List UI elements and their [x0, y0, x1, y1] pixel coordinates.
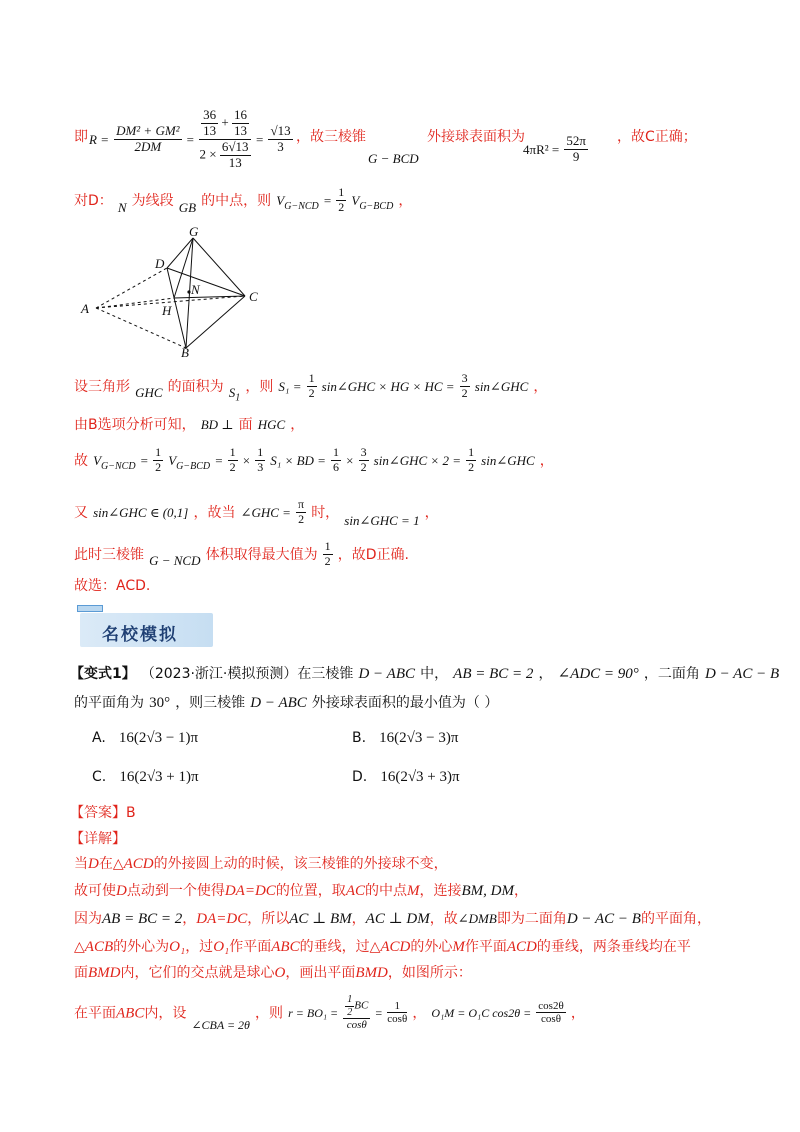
sol6-f-den: cosθ: [346, 1019, 367, 1031]
r-fraction-num: DM² + GM²: [116, 122, 180, 138]
area-num: 52π: [566, 133, 586, 148]
sol4-O1b: O₁: [213, 939, 230, 955]
line7-text-a: 此时三棱锥: [74, 546, 144, 563]
sol6-comma: ，: [412, 1005, 427, 1022]
sol2-e: ，连接: [419, 883, 462, 899]
sol4-ABC: ABC: [271, 939, 300, 955]
option-A-expr: 16(2√3 − 1)π: [118, 730, 199, 746]
line6-angle: [240, 497, 312, 526]
line5-formula: [93, 445, 540, 474]
v2: V: [351, 192, 360, 208]
line2: [74, 186, 412, 215]
max-fraction: [323, 540, 333, 569]
line3: [74, 371, 548, 404]
d-num: 3: [360, 445, 367, 459]
sol6-a: 在平面: [74, 1005, 116, 1022]
tetrahedron-figure: [78, 224, 268, 360]
option-D-key: D.: [352, 769, 368, 785]
expr-c: sin∠GHC: [474, 378, 529, 394]
sol6-eq: =: [375, 1006, 383, 1021]
option-A[interactable]: [92, 727, 198, 747]
sol1-a: 当: [74, 856, 88, 872]
c-den: 6: [333, 459, 340, 474]
problem-s1: 中，: [420, 666, 449, 682]
a-den: 2: [229, 459, 236, 474]
sol3-f: 即为二面角: [496, 911, 567, 927]
sol6-f: [343, 994, 370, 1032]
sol2-AC: AC: [345, 883, 365, 899]
badge-label: 名校模拟: [102, 625, 178, 645]
problem-s3: ，二面角: [643, 666, 700, 682]
sol4: [74, 936, 691, 956]
option-B-key: B.: [352, 730, 367, 746]
expr-b: sin∠GHC × HG × HC =: [321, 378, 455, 394]
line8: 故选：ACD.: [74, 578, 151, 594]
problem-c1: AB = BC = 2: [453, 666, 534, 682]
va-sub: G−NCD: [101, 460, 136, 472]
max-num: 1: [324, 539, 331, 553]
problem-t3: D − ABC: [250, 695, 307, 711]
sol2-eq: DA=DC: [224, 883, 276, 899]
edge-BC: [186, 296, 245, 348]
e-den: 2: [468, 459, 475, 474]
line4-expr: BD ⊥: [200, 417, 234, 432]
sol3-g: 的平面角，: [640, 911, 711, 927]
sol3-b: ，: [182, 911, 197, 927]
l5-times2: ×: [346, 452, 354, 468]
sol6-f-half-num: 1: [347, 994, 353, 1005]
edge-AD: [96, 268, 167, 308]
vb: V: [168, 452, 177, 468]
sol2-a: 故可使: [74, 883, 116, 899]
half: [336, 186, 346, 215]
sol2: [74, 880, 528, 900]
line5-prefix: 故: [74, 452, 88, 469]
line6-prefix: 又: [74, 504, 88, 521]
sol1-D: D: [88, 856, 99, 872]
problem-c2: ∠ADC = 90°: [557, 666, 639, 682]
e-num: 1: [468, 445, 475, 459]
d13a: 13: [203, 122, 217, 138]
l5-tail: sin∠GHC: [481, 452, 535, 468]
line2-end: ，: [398, 192, 413, 209]
sol5-BMD2: BMD: [355, 965, 388, 981]
line3-formula: [278, 371, 533, 400]
edge-AB: [96, 308, 186, 348]
label-B: B: [181, 345, 189, 360]
sol2-M: M: [406, 883, 420, 899]
label-N: N: [191, 282, 200, 297]
eq2: =: [256, 131, 264, 147]
l5-c: [331, 446, 341, 475]
badge-box: [80, 613, 213, 647]
option-B[interactable]: [352, 727, 458, 747]
a-num: 1: [229, 445, 236, 459]
line6-result: sin∠GHC = 1: [344, 512, 420, 528]
frac-6sqrt13: [220, 140, 251, 171]
sol2-c: 的位置，取: [275, 883, 346, 899]
line6-end: ，: [424, 504, 439, 521]
line4: [74, 414, 304, 434]
l5-mid: sin∠GHC × 2 =: [373, 452, 461, 468]
problem-source: （2023·浙江·模拟预测）在三棱锥: [140, 666, 354, 682]
sol5-a: 面: [74, 965, 88, 981]
result-den: 3: [277, 138, 284, 154]
d-den: 2: [360, 459, 367, 474]
sol2-end: ，: [513, 883, 528, 899]
frac-36-13: [201, 108, 218, 139]
pi-half: [296, 498, 306, 527]
problem-t2: D − AC − B: [705, 666, 780, 682]
area-den: 9: [572, 148, 580, 164]
line2-formula: [276, 185, 398, 214]
line6-text-a: ，故当: [193, 504, 236, 521]
detail-label: 【详解】: [70, 831, 126, 847]
n16: 16: [233, 107, 247, 122]
s1-sub: 1: [235, 392, 241, 404]
sol4-c: ，过: [185, 939, 214, 955]
sol3-c1: AB = BC = 2: [102, 911, 183, 927]
sol6-h-num: cos2θ: [538, 999, 564, 1012]
b-den: 3: [257, 459, 264, 474]
line4-text-a: 由B选项分析可知，: [74, 417, 196, 433]
line5: [74, 446, 554, 475]
eq1: =: [186, 131, 195, 147]
frac-16-13: [232, 108, 249, 139]
sol4-ACD: ACD: [380, 939, 411, 955]
sol4-g: 作平面: [464, 939, 507, 955]
s1: S: [228, 384, 236, 400]
vb-sub: G−BCD: [176, 460, 211, 472]
sol4-M: M: [452, 939, 465, 955]
sol5-c: ，画出平面: [285, 965, 356, 981]
line1-text-a: ，故三棱锥: [296, 129, 366, 145]
v-eq: =: [323, 192, 332, 208]
sol3-e: ，故: [429, 911, 458, 927]
max-den: 2: [324, 553, 331, 568]
problem-l2b: ，则三棱锥: [175, 695, 246, 711]
big-fraction-num: [199, 108, 251, 140]
sol6-end: ，: [570, 1005, 585, 1022]
sol6-om: O₁M = O₁C cos2θ =: [431, 1006, 532, 1021]
line1-tetra: G − BCD: [368, 151, 419, 166]
sol4-d: 作平面: [229, 939, 272, 955]
line4-text-b: 面: [238, 417, 253, 433]
sol6-ABC: ABC: [116, 1005, 145, 1022]
l5-times: ×: [242, 452, 251, 468]
f1: [307, 372, 317, 401]
line2-N: N: [117, 199, 127, 215]
l5-e: [466, 446, 476, 475]
area-expr: 4πR² =: [523, 141, 560, 157]
sol4-e: 的垂线，过△: [299, 939, 381, 955]
c-num: 1: [333, 445, 340, 459]
sol6-f-bc: BC: [354, 999, 369, 1012]
option-D[interactable]: [352, 766, 460, 786]
r-fraction: [114, 124, 182, 155]
problem-tag: 【变式1】: [70, 666, 136, 682]
line7-tetra: G − NCD: [149, 552, 201, 568]
sol2-d: 的中点: [364, 883, 407, 899]
sol3-p2: AC ⊥ DM: [365, 911, 430, 927]
line2-text-b: 的中点，则: [201, 192, 272, 209]
l5-b: [255, 446, 265, 475]
sol1-ACD: ACD: [123, 856, 154, 872]
f2-num: 3: [461, 371, 468, 385]
sol2-b: 点动到一个使得: [126, 883, 225, 899]
sol6-ang: ∠CBA = 2θ: [191, 1018, 250, 1033]
sol5: [74, 962, 472, 982]
line3-text-c: ，则: [245, 378, 274, 395]
v1: V: [276, 192, 285, 208]
sol1-b: 在△: [98, 856, 124, 872]
option-D-expr: 16(2√3 + 3)π: [380, 769, 460, 785]
line6-text-b: 时，: [311, 504, 340, 521]
option-C[interactable]: [92, 766, 199, 786]
sol6-r: r = BO₁ =: [288, 1006, 339, 1021]
sol5-BMD: BMD: [88, 965, 121, 981]
result-num: √13: [270, 122, 291, 138]
answer-value: B: [126, 805, 136, 821]
sol6-g-den: cosθ: [387, 1013, 408, 1026]
b-num: 1: [257, 445, 264, 459]
option-B-expr: 16(2√3 − 3)π: [379, 730, 459, 746]
sol4-ACD2: ACD: [506, 939, 537, 955]
label-A: A: [81, 301, 89, 316]
line2-prefix: 对D：: [74, 192, 113, 209]
l5-a: [228, 446, 238, 475]
sol6-g: [387, 1000, 407, 1026]
f1-num: 1: [308, 371, 315, 385]
answer: [70, 802, 136, 822]
sol3-a: 因为: [74, 911, 102, 927]
v1-sub: G−NCD: [284, 200, 319, 212]
sol6-b: 内，设: [144, 1005, 187, 1022]
line3-text-a: 设三角形: [74, 378, 130, 395]
sol4-a: △: [74, 939, 85, 955]
label-C: C: [249, 289, 258, 304]
sol4-f: 的外心: [410, 939, 453, 955]
sol6-formula2: [431, 999, 570, 1026]
sol5-O: O: [274, 965, 286, 981]
big-fraction-den: [199, 140, 251, 171]
s1-eq: S₁ =: [278, 378, 302, 394]
angle-eq: ∠GHC =: [240, 504, 291, 520]
n36: 36: [203, 107, 217, 122]
line4-HGC: HGC: [257, 417, 286, 432]
f1-den: 2: [308, 385, 315, 400]
f2-den: 2: [461, 385, 468, 400]
line4-end: ，: [290, 417, 305, 433]
pi-num: π: [298, 497, 305, 511]
l5-d: [359, 446, 369, 475]
line6: [74, 498, 439, 527]
problem-s2: ，: [538, 666, 553, 682]
r-equals: R =: [89, 131, 109, 147]
r-fraction-den: 2DM: [134, 138, 162, 154]
d13b: 13: [233, 122, 247, 138]
badge-bar: [77, 605, 103, 612]
line7: [74, 540, 409, 569]
sol3-c2: DA=DC: [196, 911, 248, 927]
line1-formula: [89, 108, 293, 171]
h-num: 1: [155, 445, 162, 459]
l5-eq: =: [140, 452, 149, 468]
sol3-d: ，: [351, 911, 366, 927]
edge-GC: [193, 238, 245, 296]
problem-angle: 30°: [149, 695, 171, 711]
f2: [460, 372, 470, 401]
sol5-d: ，如图所示：: [387, 965, 472, 981]
sol2-lines: BM, DM: [461, 883, 514, 899]
problem-t1: D − ABC: [358, 666, 415, 682]
n6sqrt13: 6√13: [221, 138, 249, 154]
h-den: 2: [155, 459, 162, 474]
l5-eq2: =: [215, 452, 223, 468]
va: V: [93, 452, 102, 468]
line1-text-b: 外接球表面积为: [427, 129, 525, 145]
line3-text-b: 的面积为: [167, 378, 224, 395]
line5-end: ，: [539, 452, 554, 469]
sol1: [74, 853, 448, 873]
sol6-h-den: cosθ: [541, 1013, 561, 1026]
l5-h: [153, 446, 163, 475]
result-fraction: [268, 124, 292, 155]
line3-S1: [228, 384, 241, 404]
sol4-h: 的垂线，两条垂线均在平: [536, 939, 691, 955]
line3-GHC: GHC: [135, 384, 163, 400]
two-times: 2 ×: [199, 146, 217, 162]
v2-sub: G−BCD: [359, 200, 394, 212]
line1-text-c: ，故C正确；: [617, 129, 697, 145]
sol3-c: ，所以: [247, 911, 290, 927]
sol3-p1: AC ⊥ BM: [289, 911, 352, 927]
sol4-ACB: ACB: [84, 939, 114, 955]
sol6-g-num: 1: [387, 1000, 407, 1014]
half-num: 1: [338, 185, 345, 199]
problem-l2c: 外接球表面积的最小值为（ ）: [311, 695, 499, 711]
answer-label: 【答案】: [70, 805, 126, 821]
sol6-h: [536, 1000, 565, 1026]
line7-text-b: 体积取得最大值为: [205, 546, 318, 563]
line2-GB: GB: [178, 199, 197, 215]
sol3-ang: ∠DMB: [457, 911, 497, 926]
sol5-b: 内，它们的交点就是球心: [120, 965, 275, 981]
sol6-c: ，则: [255, 1005, 284, 1022]
sol2-D: D: [116, 883, 127, 899]
line3-end: ，: [533, 378, 548, 395]
l5-sbd: S₁ × BD =: [270, 452, 326, 468]
sol3-di: D − AC − B: [566, 911, 641, 927]
option-C-key: C.: [92, 769, 107, 785]
option-C-expr: 16(2√3 + 1)π: [119, 769, 199, 785]
sol3: [74, 908, 711, 928]
sol4-O1: O₁: [169, 939, 186, 955]
sol4-b: 的外心为: [113, 939, 170, 955]
pi-den: 2: [298, 511, 305, 526]
line6-range: sin∠GHC ∈ (0,1]: [93, 504, 189, 520]
line1-prefix: 即: [74, 129, 88, 145]
area-fraction: [564, 134, 588, 165]
big-fraction: [199, 108, 251, 171]
sol6: [74, 994, 585, 1032]
option-A-key: A.: [92, 730, 106, 746]
sol6-f-num: [343, 994, 370, 1019]
half-den: 2: [338, 199, 345, 214]
problem-line1: [70, 663, 779, 683]
line1-area: [523, 134, 588, 165]
section-badge: [77, 605, 213, 647]
label-D: D: [155, 256, 165, 271]
label-G: G: [189, 224, 199, 239]
line7-text-c: ，故D正确.: [337, 546, 409, 563]
line2-text-a: 为线段: [131, 192, 174, 209]
label-H: H: [162, 303, 172, 318]
sol1-c: 的外接圆上动的时候，该三棱锥的外接球不变，: [153, 856, 448, 872]
sol6-f-half-den: 2: [347, 1006, 353, 1018]
edge-GD: [167, 238, 193, 268]
plus: +: [221, 114, 229, 130]
sol6-f-half: [345, 994, 354, 1018]
problem-line2: [74, 692, 498, 712]
problem-l2a: 的平面角为: [74, 695, 144, 711]
sol6-formula: [288, 994, 412, 1031]
d13c: 13: [228, 154, 242, 170]
